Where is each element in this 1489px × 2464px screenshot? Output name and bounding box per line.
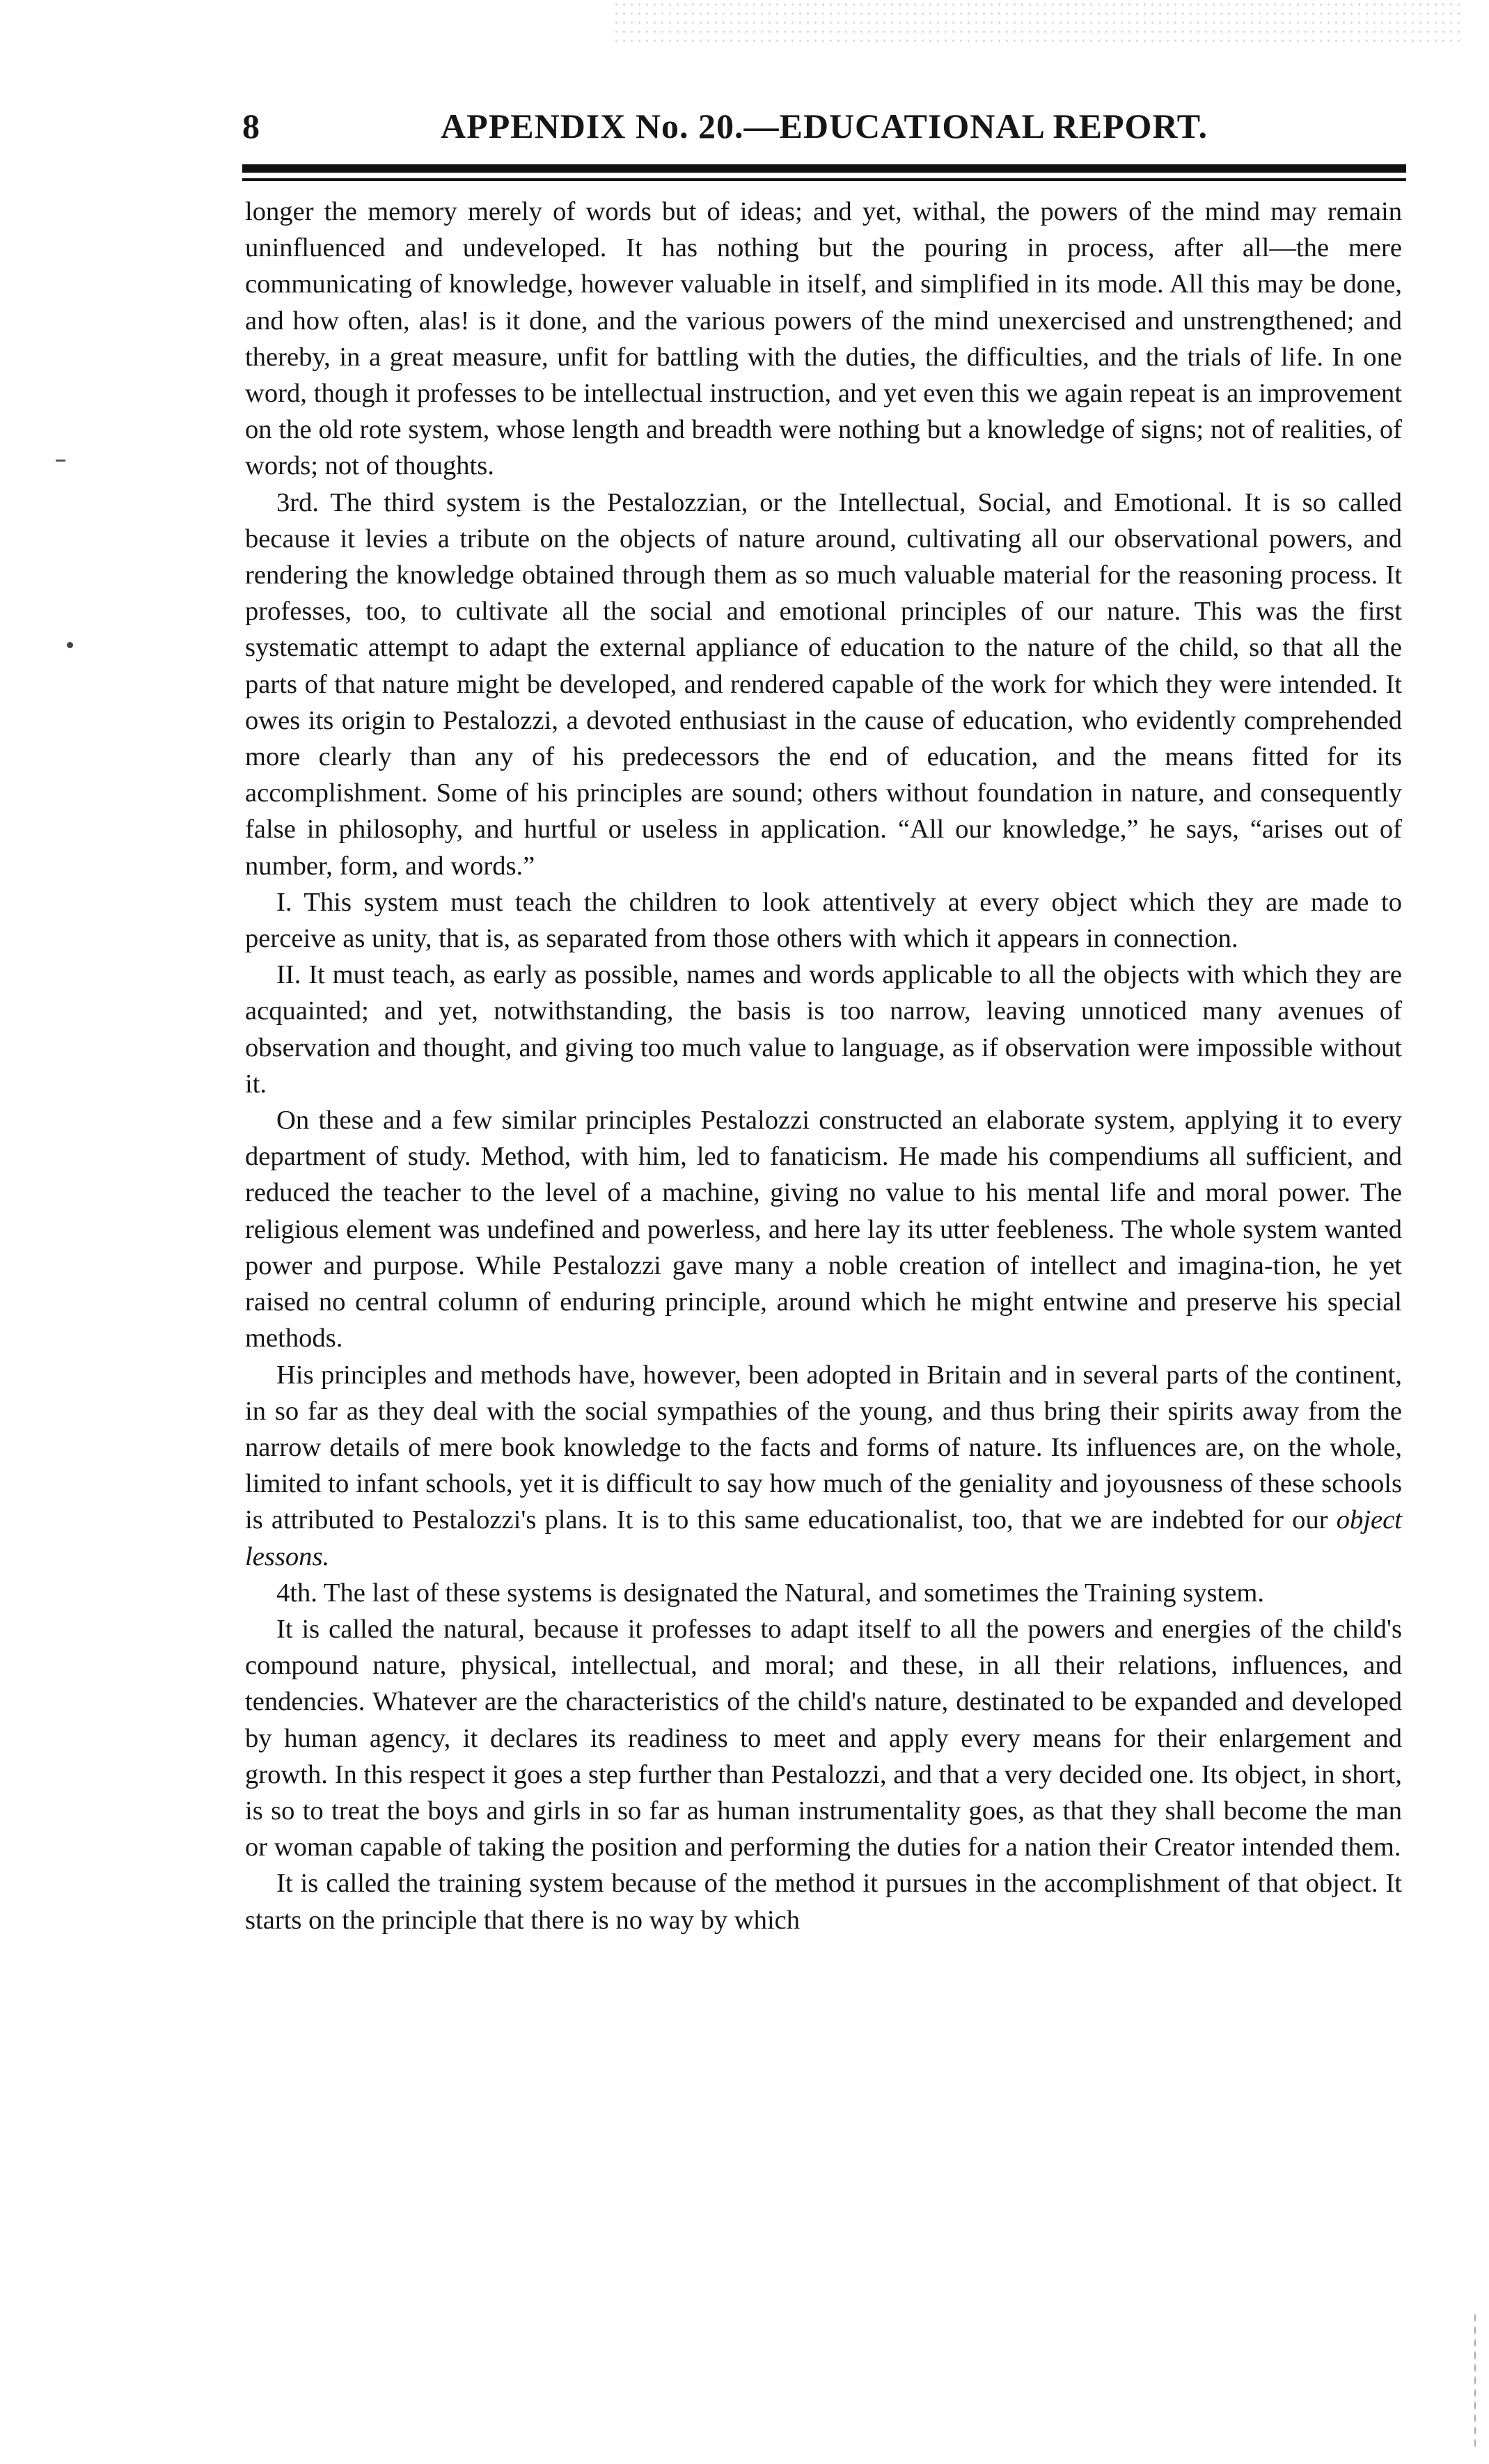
margin-mark [56,460,65,462]
running-title: APPENDIX No. 20.—EDUCATIONAL REPORT. [441,107,1208,146]
object-lessons-italic: object lessons. [245,1505,1402,1571]
paragraph-pestalozzian-system: 3rd. The third system is the Pestalozzian, or the Intellectual, Social, and Emotional. It is so called because it levies a tribute on the objects of nature around, cultivating all our observational powers, and rendering the knowledge obtained through them as so much valuable material for the reasoning process. It professes, too, to cultivate all the social and emotional principles of our nature. This was the first systematic attempt to adapt the external appliance of education to the nature of the child, so that all the parts of that nature might be developed, and rendered capable of the work for which they were intended. It owes its origin to Pestalozzi, a devoted enthusiast in the cause of education, who evidently comprehended more clearly than any of his predecessors the end of education, and the means fitted for its accomplishment. Some of his principles are sound; others without foundation in nature, and consequently false in philosophy, and hurtful or useless in application. “All our knowledge,” he says, “arises out of number, form, and words.” [245,487,1402,881]
page-header [242,103,1406,159]
paragraph-pestalozzi-influence [245,1357,1402,1575]
scan-speckle [613,0,1462,49]
paragraph-natural-system: 4th. The last of these systems is designated the Natural, and sometimes the Training system. [276,1578,1264,1608]
paragraph-principle-one: I. This system must teach the children to look attentively at every object which they are made to perceive as unity, that is, as separated from those others with which it appears in connection. [245,887,1402,954]
header-rule-thick [242,164,1406,173]
paragraph-pestalozzi-method: On these and a few similar principles Pestalozzi constructed an elaborate system, applying it to every department of study. Method, with him, led to fanaticism. He made his compendiums all sufficient, and reduced the teacher to the level of a machine, giving no value to his mental life and moral power. The religious element was undefined and powerless, and here lay its utter feebleness. The whole system wanted power and purpose. While Pestalozzi gave many a noble creation of intellect and imagina-tion, he yet raised no central column of enduring principle, around which he might entwine and preserve his special methods. [245,1106,1402,1353]
header-rule-thin [242,178,1406,181]
paragraph-pestalozzi-influence-text: His principles and methods have, however, been adopted in Britain and in several parts of the continent, in so far as they deal with the social sympathies of the young, and thus bring their spirits away from the narrow details of mere book knowledge to the facts and forms of nature. Its influences are, on the whole, limited to infant schools, yet it is difficult to say how much of the geniality and joyousness of these schools is attributed to Pestalozzi's plans. It is to this same educationalist, too, that we are indebted for our [245,1360,1402,1535]
margin-dot [67,642,73,648]
page-number: 8 [242,107,260,146]
paragraph-training-definition: It is called the training system because of the method it pursues in the accomplishment of that object. It starts on the principle that there is no way by which [245,1869,1402,1935]
body-text [245,194,1402,1938]
paragraph-principle-two: II. It must teach, as early as possible, names and words applicable to all the objects with which they are acquainted; and yet, notwithstanding, the basis is too narrow, leaving unnoticed many avenues of observation and thought, and giving too much value to language, as if observation were impossible without it. [245,960,1402,1099]
scan-edge-dots [1474,2312,1476,2451]
paragraph-natural-definition: It is called the natural, because it professes to adapt itself to all the powers and energies of the child's compound nature, physical, intellectual, and moral; and these, in all their relations, influences, and tendencies. Whatever are the characteristics of the child's nature, destinated to be expanded and developed by human agency, it declares its readiness to meet and apply every means for their enlargement and growth. In this respect it goes a step further than Pestalozzi, and that a very decided one. Its object, in short, is so to treat the boys and girls in so far as human instrumentality goes, as that they shall become the man or woman capable of taking the position and performing the duties for a nation their Creator intended them. [245,1614,1402,1862]
paragraph-rote-system-continuation: longer the memory merely of words but of ideas; and yet, withal, the powers of the mind may remain uninfluenced and undeveloped. It has nothing but the pouring in process, after all—the mere communicating of knowledge, however valuable in itself, and simplified in its mode. All this may be done, and how often, alas! is it done, and the various powers of the mind unexercised and unstrengthened; and thereby, in a great measure, unfit for battling with the duties, the difficulties, and the trials of life. In one word, though it professes to be intellectual instruction, and yet even this we again repeat is an improvement on the old rote system, whose length and breadth were nothing but a knowledge of signs; not of realities, of words; not of thoughts. [245,197,1402,481]
